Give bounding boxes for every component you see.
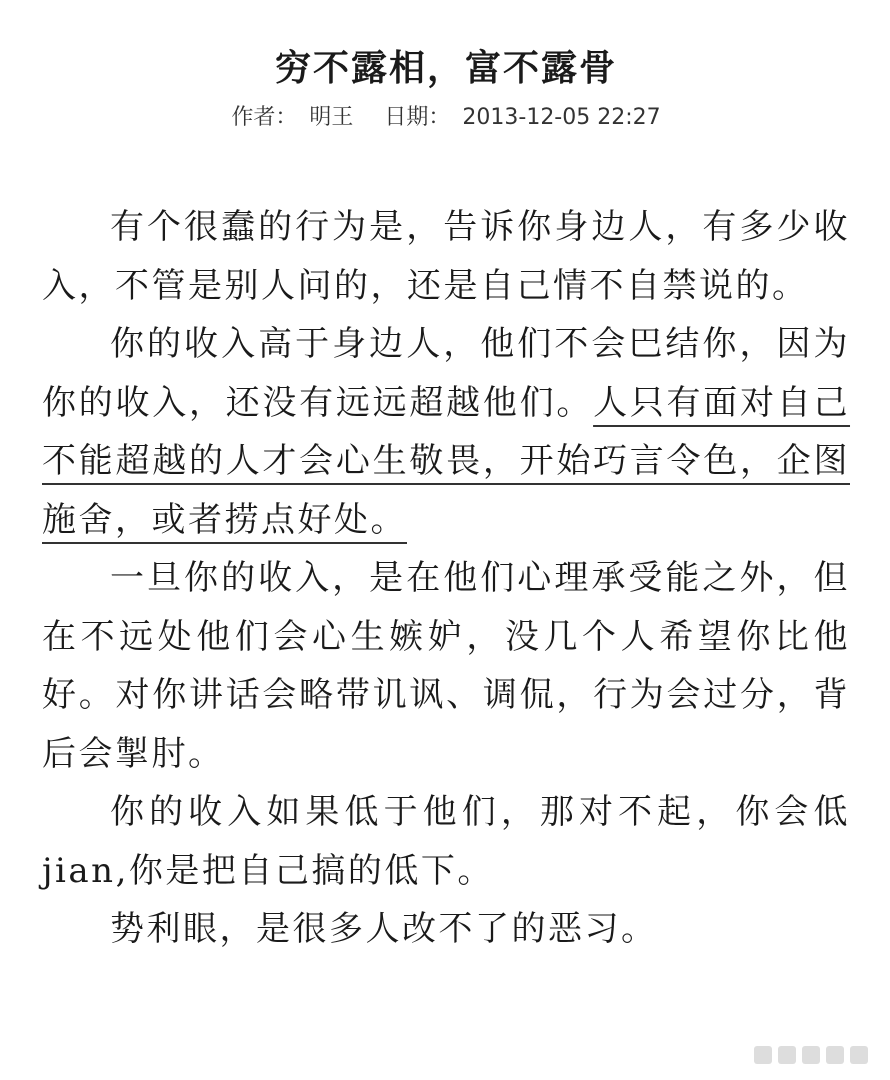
watermark (754, 1046, 868, 1064)
date-label: 日期： (384, 105, 451, 130)
author-name: 明王 (309, 105, 354, 130)
article-meta (42, 100, 850, 136)
author-info (225, 105, 359, 130)
article-title: 穷不露相，富不露骨 (274, 47, 617, 89)
author-label: 作者： (231, 105, 298, 130)
paragraph-4 (42, 783, 850, 900)
paragraph-text: 有个很蠢的行为是，告诉你身边人，有多少收入，不管是别人问的，还是自己情不自禁说的。 (42, 207, 850, 306)
paragraph-text: 你的收入高于身边人，他们不会巴结你，因为你的收入，还没有远远超越他们。 (42, 324, 850, 423)
watermark-mark-icon (778, 1046, 796, 1064)
paragraph-text: 你的收入如果低于他们，那对不起，你会低 jian,你是把自己搞的低下。 (42, 792, 850, 891)
paragraph-2 (42, 315, 850, 549)
watermark-mark-icon (826, 1046, 844, 1064)
article-body (42, 198, 850, 959)
paragraph-text: 一旦你的收入，是在他们心理承受能之外，但在不远处他们会心生嫉妒，没几个人希望你比他好。对你讲话会略带讥讽、调侃，行为会过分，背后会掣肘。 (42, 558, 850, 774)
paragraph-3 (42, 549, 850, 783)
date-value: 2013-12-05 22:27 (462, 105, 661, 130)
watermark-mark-icon (754, 1046, 772, 1064)
watermark-mark-icon (850, 1046, 868, 1064)
paragraph-text: 势利眼，是很多人改不了的恶习。 (110, 909, 658, 949)
underlined-text: 人只有面对自己不能超越的人才会心生敬畏，开始巧言令色，企图施舍，或者捞点好处。 (42, 382, 851, 540)
paragraph-5 (42, 900, 850, 959)
paragraph-1 (42, 198, 850, 315)
date-info (378, 105, 666, 130)
watermark-mark-icon (802, 1046, 820, 1064)
